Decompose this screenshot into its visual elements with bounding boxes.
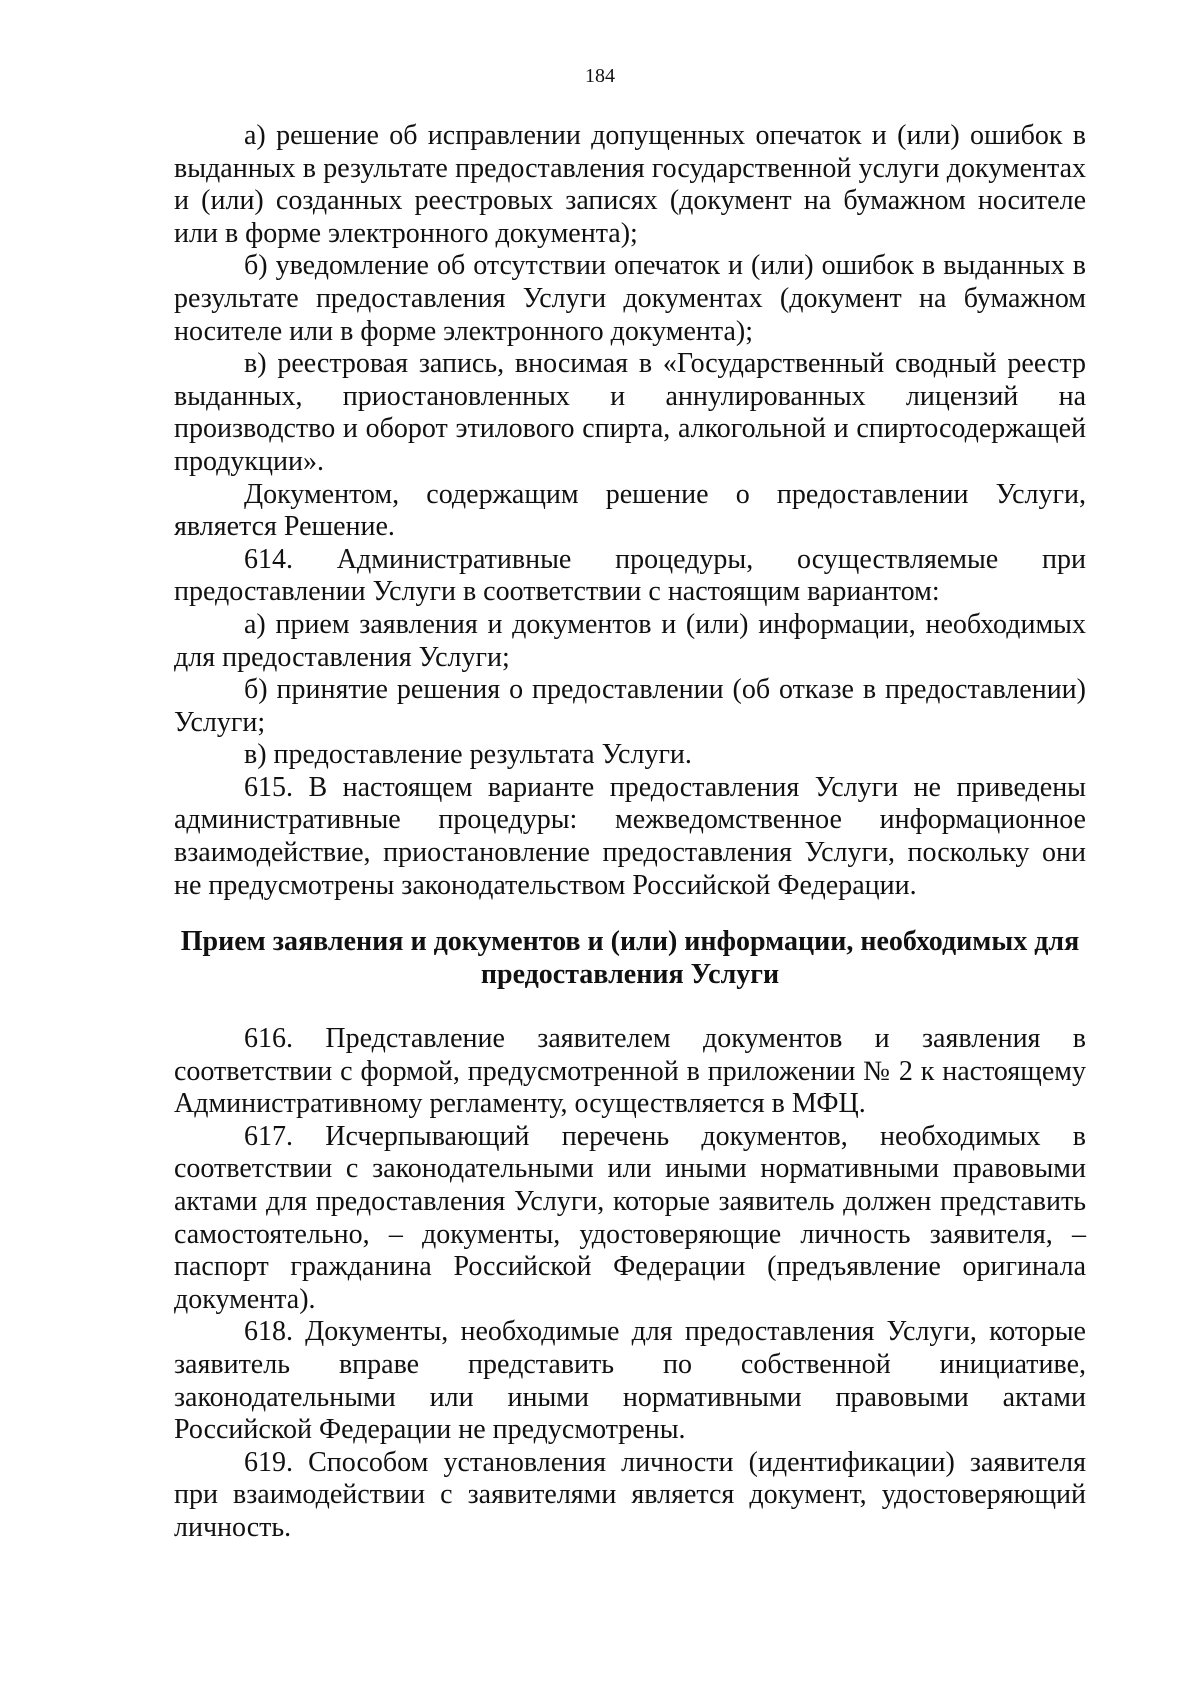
paragraph-notice-no-errors: б) уведомление об отсутствии опечаток и (или) ошибок в выданных в результате предоставления Услуги документах (документ на бумажном носителе или в форме электронного документа); [174,250,1086,347]
paragraph-614: 614. Административные процедуры, осуществляемые при предоставлении Услуги в соответствии с настоящим вариантом: [174,543,1086,608]
document-body-top [174,120,1086,902]
paragraph-614-a: а) прием заявления и документов и (или) информации, необходимых для предоставления Услуги; [174,608,1086,673]
section-heading: Прием заявления и документов и (или) информации, необходимых для предоставления Услуги [180,926,1080,990]
document-body-bottom [174,1023,1086,1545]
page-number: 184 [585,65,615,87]
paragraph-decision-document: Документом, содержащим решение о предоставлении Услуги, является Решение. [174,478,1086,543]
paragraph-617: 617. Исчерпывающий перечень документов, необходимых в соответствии с законодательными или иными нормативными правовыми актами для предоставления Услуги, которые заявитель должен представить самостоятельно, – документы, удостоверяющие личность заявителя, – паспорт гражданина Российской Федерации (предъявление оригинала документа). [174,1120,1086,1315]
paragraph-619: 619. Способом установления личности (идентификации) заявителя при взаимодействии с заявителями является документ, удостоверяющий личность. [174,1446,1086,1543]
paragraph-615: 615. В настоящем варианте предоставления Услуги не приведены административные процедуры: межведомственное информационное взаимодействие, приостановление предоставления Услуги, поскольку они не предусмотрены законодательством Российской Федерации. [174,771,1086,901]
paragraph-614-b: б) принятие решения о предоставлении (об отказе в предоставлении) Услуги; [174,674,1086,738]
paragraph-registry-record: в) реестровая запись, вносимая в «Государственный сводный реестр выданных, приостановленных и аннулированных лицензий на производство и оборот этилового спирта, алкогольной и спиртосодержащей продукции». [174,348,1086,477]
paragraph-618: 618. Документы, необходимые для предоставления Услуги, которые заявитель вправе представить по собственной инициативе, законодательными или иными нормативными правовыми актами Российской Федерации не предусмотрены. [174,1316,1086,1446]
paragraph-decision-correction: а) решение об исправлении допущенных опечаток и (или) ошибок в выданных в результате предоставления государственной услуги документах и (или) созданных реестровых записях (документ на бумажном носителе или в форме электронного документа); [174,120,1086,249]
paragraph-614-v: в) предоставление результата Услуги. [244,739,692,771]
paragraph-616: 616. Представление заявителем документов и заявления в соответствии с формой, предусмотренной в приложении № 2 к настоящему Административному регламенту, осуществляется в МФЦ. [174,1023,1086,1120]
